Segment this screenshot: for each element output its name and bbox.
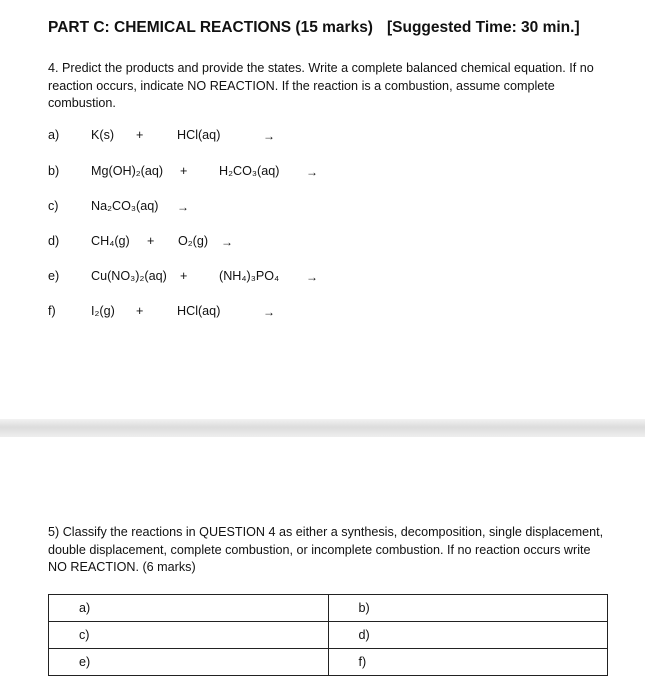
- reaction-d-reactant-2: O₂(g): [178, 234, 209, 248]
- answer-cell-b[interactable]: b): [328, 595, 608, 622]
- reaction-a-arrow: →: [263, 129, 275, 143]
- answer-cell-c[interactable]: c): [49, 622, 329, 649]
- table-row: [49, 649, 608, 676]
- answer-cell-f[interactable]: f): [328, 649, 608, 676]
- reaction-d-arrow: →: [221, 235, 233, 249]
- answer-cell-a[interactable]: a): [49, 595, 329, 622]
- answer-cell-d[interactable]: d): [328, 622, 608, 649]
- question-5-instructions: 5) Classify the reactions in QUESTION 4 as either a synthesis, decomposition, single displacement, double displacement, complete combustion, or incomplete combustion. If no reaction occurs write NO REACTION. (6 marks): [48, 525, 604, 574]
- answer-cell-e[interactable]: e): [49, 649, 329, 676]
- reaction-c-reactant-1: Na₂CO₃(aq): [91, 199, 159, 213]
- page-divider: [0, 419, 645, 437]
- reaction-d-plus: +: [147, 234, 155, 248]
- section-title: [48, 19, 580, 37]
- reaction-f-arrow: →: [263, 305, 275, 319]
- reaction-b-reactant-1: Mg(OH)₂(aq): [91, 164, 164, 178]
- reaction-a-reactant-1: K(s): [91, 128, 115, 142]
- reaction-e-plus: +: [180, 269, 188, 283]
- reaction-b-reactant-2: H₂CO₃(aq): [219, 164, 280, 178]
- classification-table: [48, 594, 608, 676]
- reaction-d-label: d): [48, 234, 60, 248]
- suggested-time: [Suggested Time: 30 min.]: [386, 19, 580, 36]
- reaction-b-plus: +: [180, 164, 188, 178]
- reaction-e-reactant-1: Cu(NO₃)₂(aq): [91, 269, 167, 283]
- table-row: [49, 622, 608, 649]
- reaction-b-arrow: →: [306, 165, 318, 179]
- reaction-f-reactant-1: I₂(g): [91, 304, 115, 318]
- reaction-f-plus: +: [136, 304, 144, 318]
- reaction-a-reactant-2: HCl(aq): [177, 128, 221, 142]
- reaction-c-label: c): [48, 199, 59, 213]
- reaction-a-plus: +: [136, 128, 144, 142]
- reaction-c-arrow: →: [177, 200, 189, 214]
- part-title: PART C: CHEMICAL REACTIONS (15 marks): [48, 19, 373, 36]
- reaction-a-label: a): [48, 128, 60, 142]
- reaction-f-reactant-2: HCl(aq): [177, 304, 221, 318]
- question-4-instructions: 4. Predict the products and provide the states. Write a complete balanced chemical equation. If no reaction occurs, indicate NO REACTION. If the reaction is a combustion, assume complete combustion.: [48, 61, 594, 110]
- reaction-f-label: f): [48, 304, 56, 318]
- reaction-e-label: e): [48, 269, 60, 283]
- reaction-b-label: b): [48, 164, 60, 178]
- reaction-d-reactant-1: CH₄(g): [91, 234, 130, 248]
- table-row: [49, 595, 608, 622]
- reaction-e-arrow: →: [306, 270, 318, 284]
- reaction-e-reactant-2: (NH₄)₃PO₄: [219, 269, 280, 283]
